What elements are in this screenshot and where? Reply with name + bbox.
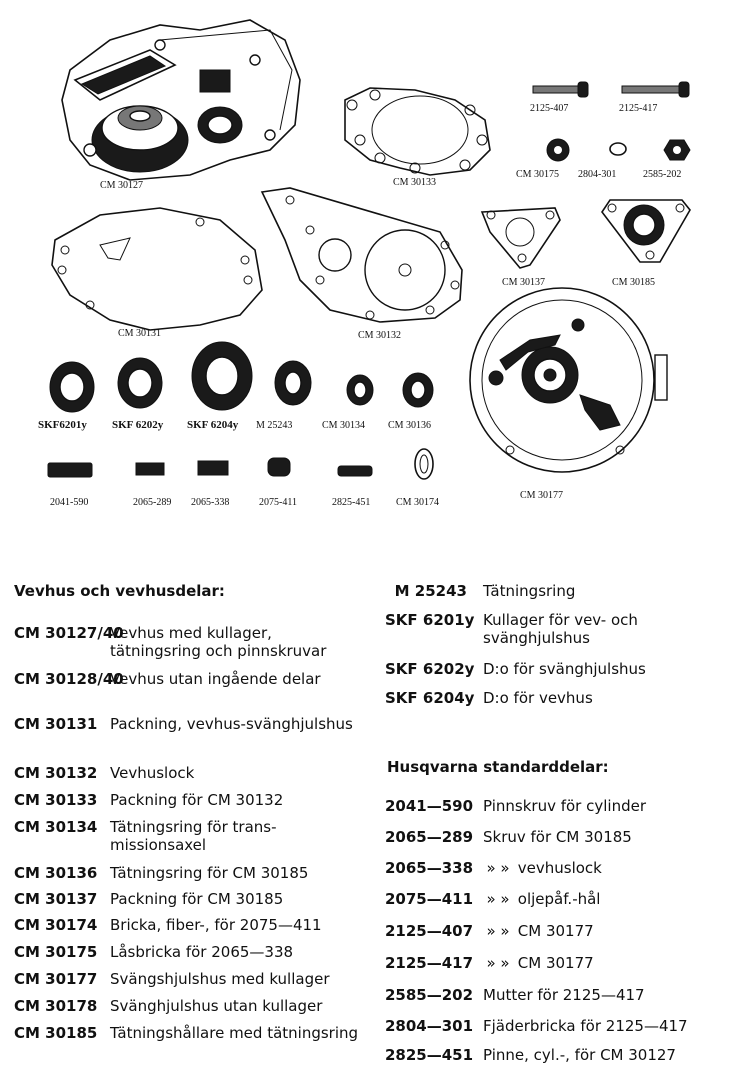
list-item	[14, 624, 360, 660]
part-code: M 25243	[394, 582, 467, 600]
small-washers-drawing	[547, 139, 690, 161]
list-item	[14, 916, 360, 934]
part-code: 2065—338	[385, 859, 474, 877]
part-desc: Tätningsring för trans-missionsaxel	[110, 818, 277, 854]
list-item	[14, 1024, 360, 1042]
part-desc: Vevhuslock	[110, 764, 195, 782]
right-parts-list	[385, 580, 725, 1080]
ditto-mark: » »	[486, 954, 510, 972]
left-parts-list	[14, 580, 374, 1080]
crankcase-drawing	[62, 20, 300, 180]
part-code: 2125—417	[385, 954, 474, 972]
list-item	[14, 764, 360, 782]
part-desc: Fjäderbricka för 2125—417	[483, 1017, 688, 1035]
part-desc: Packning för CM 30132	[110, 791, 284, 809]
part-desc	[483, 859, 713, 877]
part-code: CM 30127/40	[14, 624, 124, 642]
list-item	[14, 890, 360, 908]
part-desc: Svängshjulshus med kullager	[110, 970, 330, 988]
part-code: CM 30131	[14, 715, 98, 733]
list-item	[385, 954, 713, 972]
part-desc	[483, 922, 713, 940]
part-code: SKF 6204y	[385, 689, 475, 707]
seal-holder-30185-drawing	[602, 200, 690, 262]
list-item	[14, 943, 360, 961]
label-cm30185: CM 30185	[612, 277, 656, 288]
list-item	[14, 791, 360, 809]
part-code: CM 30134	[14, 818, 98, 836]
part-desc: Packning för CM 30185	[110, 890, 284, 908]
part-desc-text: oljepåf.-hål	[517, 890, 601, 908]
part-desc: Låsbricka för 2065—338	[110, 943, 294, 961]
hardware-row-drawing	[48, 449, 433, 479]
ditto-mark: » »	[486, 922, 510, 940]
part-desc: Kullager för vev- och svänghjulshus	[483, 611, 638, 647]
flywheel-housing-drawing	[470, 288, 667, 472]
label-2065-338: 2065-338	[191, 497, 230, 508]
part-desc: Packning, vevhus-svänghjulshus	[110, 715, 353, 733]
part-desc: Tätningshållare med tätningsring	[110, 1024, 359, 1042]
list-item	[14, 715, 360, 733]
part-code: 2065—289	[385, 828, 474, 846]
part-code: 2585—202	[385, 986, 474, 1004]
part-desc: Vevhus utan ingående delar	[110, 670, 321, 688]
part-desc: D:o för vevhus	[483, 689, 593, 707]
part-code: CM 30175	[14, 943, 98, 961]
label-cm30132: CM 30132	[358, 330, 402, 341]
list-item	[385, 986, 713, 1004]
part-code: CM 30174	[14, 916, 98, 934]
list-item	[14, 970, 360, 988]
list-item	[385, 611, 713, 647]
section-heading-vevhus: Vevhus och vevhusdelar:	[14, 582, 225, 600]
section-heading-standard: Husqvarna standarddelar:	[387, 758, 609, 776]
ditto-mark: » »	[486, 890, 510, 908]
label-2041-590: 2041-590	[50, 497, 89, 508]
label-cm30134: CM 30134	[322, 420, 366, 431]
part-code: 2041—590	[385, 797, 474, 815]
label-2125-417: 2125-417	[619, 103, 658, 114]
list-item	[385, 1017, 713, 1035]
list-item	[385, 660, 713, 678]
list-item	[385, 922, 713, 940]
part-desc-text: CM 30177	[517, 922, 594, 940]
part-code: CM 30133	[14, 791, 98, 809]
list-item	[385, 1046, 713, 1064]
list-item	[385, 582, 713, 600]
label-2804-301: 2804-301	[578, 169, 617, 180]
gasket-30131-drawing	[52, 208, 262, 330]
label-2825-451: 2825-451	[332, 497, 371, 508]
list-item	[385, 828, 713, 846]
screws-2125-drawing	[533, 82, 689, 97]
part-code: CM 30136	[14, 864, 98, 882]
part-desc: Svänghjulshus utan kullager	[110, 997, 323, 1015]
part-code: SKF 6202y	[385, 660, 475, 678]
bearings-drawing	[50, 342, 433, 412]
label-cm30177: CM 30177	[520, 490, 564, 501]
label-cm30174: CM 30174	[396, 497, 440, 508]
part-code: CM 30185	[14, 1024, 98, 1042]
part-desc	[483, 890, 713, 908]
part-code: 2804—301	[385, 1017, 474, 1035]
part-code: SKF 6201y	[385, 611, 475, 629]
list-item	[14, 670, 360, 688]
label-cm30137: CM 30137	[502, 277, 546, 288]
part-desc: D:o för svänghjulshus	[483, 660, 646, 678]
part-desc: Tätningsring för CM 30185	[110, 864, 309, 882]
label-skf6201: SKF6201y	[38, 419, 87, 431]
gasket-30137-drawing	[482, 208, 560, 268]
part-code: CM 30178	[14, 997, 98, 1015]
part-desc: Mutter för 2125—417	[483, 986, 645, 1004]
gasket-30133-drawing	[345, 88, 490, 175]
part-code: 2825—451	[385, 1046, 474, 1064]
label-cm30133: CM 30133	[393, 177, 437, 188]
part-desc	[483, 954, 713, 972]
label-m25243: M 25243	[256, 420, 293, 431]
part-desc: Vevhus med kullager, tätningsring och pinnskruvar	[110, 624, 327, 660]
label-2075-411: 2075-411	[259, 497, 297, 508]
part-code: 2075—411	[385, 890, 474, 908]
part-desc: Skruv för CM 30185	[483, 828, 632, 846]
part-code: CM 30137	[14, 890, 98, 908]
list-item	[14, 818, 360, 854]
ditto-mark: » »	[486, 859, 510, 877]
list-item	[385, 890, 713, 908]
label-cm30136: CM 30136	[388, 420, 432, 431]
part-desc-text: CM 30177	[517, 954, 594, 972]
part-code: CM 30128/40	[14, 670, 124, 688]
label-2125-407: 2125-407	[530, 103, 569, 114]
list-item	[385, 859, 713, 877]
part-code: CM 30177	[14, 970, 98, 988]
part-desc: Pinne, cyl.-, för CM 30127	[483, 1046, 676, 1064]
label-2585-202: 2585-202	[643, 169, 682, 180]
label-cm30127: CM 30127	[100, 180, 144, 191]
label-skf6202: SKF 6202y	[112, 419, 164, 431]
part-desc: Pinnskruv för cylinder	[483, 797, 646, 815]
label-skf6204: SKF 6204y	[187, 419, 239, 431]
label-2065-289: 2065-289	[133, 497, 172, 508]
part-code: 2125—407	[385, 922, 474, 940]
part-desc-text: vevhuslock	[517, 859, 602, 877]
label-cm30131: CM 30131	[118, 328, 162, 339]
part-desc: Bricka, fiber-, för 2075—411	[110, 916, 322, 934]
part-code: CM 30132	[14, 764, 98, 782]
label-cm30175: CM 30175	[516, 169, 560, 180]
list-item	[385, 797, 713, 815]
cover-30132-drawing	[262, 188, 462, 322]
list-item	[14, 864, 360, 882]
list-item	[385, 689, 713, 707]
part-desc: Tätningsring	[483, 582, 576, 600]
list-item	[14, 997, 360, 1015]
